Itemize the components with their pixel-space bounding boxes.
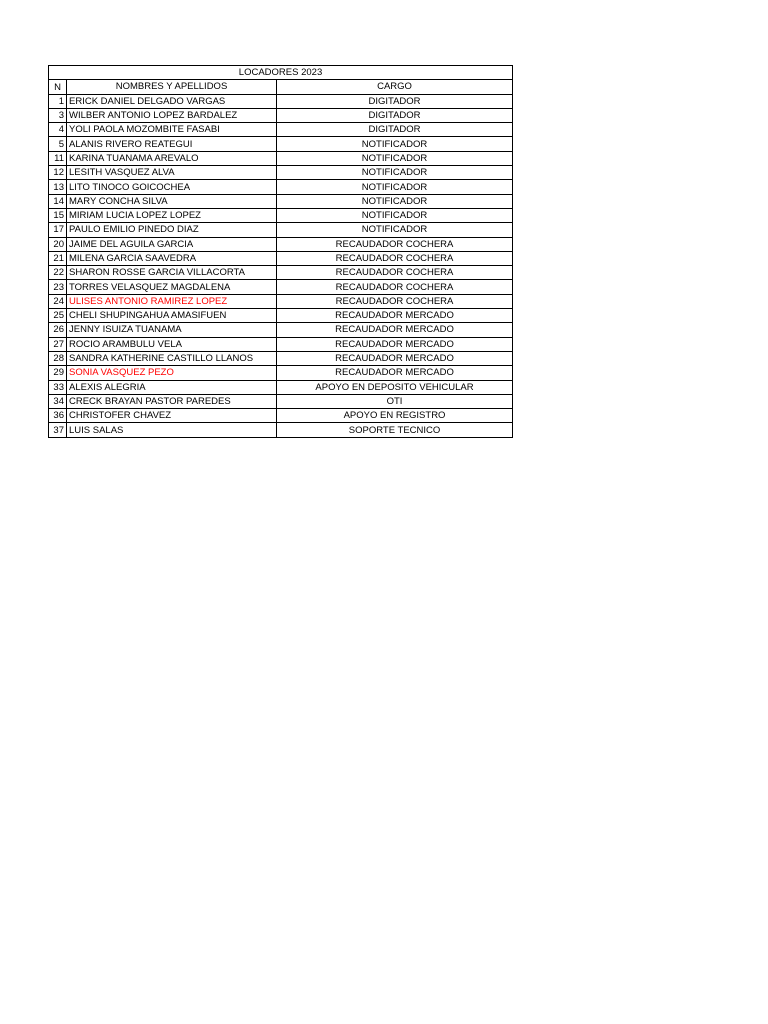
row-cargo: RECAUDADOR MERCADO [277,366,513,380]
table-row [49,423,513,437]
row-number: 25 [49,309,67,323]
row-number: 1 [49,94,67,108]
header-row [49,80,513,94]
row-cargo: NOTIFICADOR [277,137,513,151]
row-cargo: RECAUDADOR MERCADO [277,337,513,351]
row-name: JAIME DEL AGUILA GARCIA [67,237,277,251]
row-cargo: DIGITADOR [277,108,513,122]
row-number: 33 [49,380,67,394]
table-row [49,251,513,265]
table-row [49,166,513,180]
row-cargo: DIGITADOR [277,123,513,137]
table-row [49,151,513,165]
row-name: WILBER ANTONIO LOPEZ BARDALEZ [67,108,277,122]
row-number: 20 [49,237,67,251]
row-cargo: NOTIFICADOR [277,208,513,222]
title-row [49,66,513,80]
table-row [49,223,513,237]
row-name: JENNY ISUIZA TUANAMA [67,323,277,337]
column-header-cargo: CARGO [277,80,513,94]
table-body [49,94,513,437]
row-name: SONIA VASQUEZ PEZO [67,366,277,380]
table-row [49,409,513,423]
row-number: 36 [49,409,67,423]
column-header-nombres: NOMBRES Y APELLIDOS [67,80,277,94]
row-cargo: APOYO EN REGISTRO [277,409,513,423]
row-number: 13 [49,180,67,194]
row-number: 29 [49,366,67,380]
row-number: 27 [49,337,67,351]
table-row [49,237,513,251]
row-number: 5 [49,137,67,151]
row-name: YOLI PAOLA MOZOMBITE FASABI [67,123,277,137]
row-name: ALEXIS ALEGRIA [67,380,277,394]
row-cargo: RECAUDADOR COCHERA [277,266,513,280]
table-row [49,351,513,365]
row-name: LITO TINOCO GOICOCHEA [67,180,277,194]
row-number: 26 [49,323,67,337]
row-number: 28 [49,351,67,365]
row-name: ROCIO ARAMBULU VELA [67,337,277,351]
row-cargo: RECAUDADOR MERCADO [277,351,513,365]
row-name: CHELI SHUPINGAHUA AMASIFUEN [67,309,277,323]
row-cargo: RECAUDADOR MERCADO [277,323,513,337]
row-name: ULISES ANTONIO RAMIREZ LOPEZ [67,294,277,308]
row-cargo: DIGITADOR [277,94,513,108]
column-header-n: N [49,80,67,94]
table-row [49,309,513,323]
row-number: 23 [49,280,67,294]
row-cargo: RECAUDADOR COCHERA [277,280,513,294]
table-row [49,208,513,222]
row-cargo: NOTIFICADOR [277,194,513,208]
table-row [49,94,513,108]
row-name: ALANIS RIVERO REATEGUI [67,137,277,151]
row-cargo: NOTIFICADOR [277,223,513,237]
table-row [49,137,513,151]
table-row [49,294,513,308]
row-number: 21 [49,251,67,265]
table-row [49,380,513,394]
row-cargo: NOTIFICADOR [277,166,513,180]
table-title: LOCADORES 2023 [49,66,513,80]
row-cargo: SOPORTE TECNICO [277,423,513,437]
table-row [49,123,513,137]
table-row [49,108,513,122]
row-number: 24 [49,294,67,308]
row-name: TORRES VELASQUEZ MAGDALENA [67,280,277,294]
table-row [49,194,513,208]
row-name: ERICK DANIEL DELGADO VARGAS [67,94,277,108]
table-row [49,366,513,380]
row-cargo: RECAUDADOR COCHERA [277,251,513,265]
row-name: LUIS SALAS [67,423,277,437]
row-number: 12 [49,166,67,180]
row-cargo: NOTIFICADOR [277,151,513,165]
row-number: 11 [49,151,67,165]
table-row [49,323,513,337]
table-row [49,394,513,408]
row-cargo: APOYO EN DEPOSITO VEHICULAR [277,380,513,394]
row-cargo: OTI [277,394,513,408]
row-name: SANDRA KATHERINE CASTILLO LLANOS [67,351,277,365]
row-name: PAULO EMILIO PINEDO DIAZ [67,223,277,237]
locadores-table [48,65,513,438]
row-number: 37 [49,423,67,437]
row-name: CHRISTOFER CHAVEZ [67,409,277,423]
row-cargo: RECAUDADOR MERCADO [277,309,513,323]
row-name: CRECK BRAYAN PASTOR PAREDES [67,394,277,408]
row-name: MIRIAM LUCIA LOPEZ LOPEZ [67,208,277,222]
row-number: 17 [49,223,67,237]
row-number: 14 [49,194,67,208]
row-cargo: RECAUDADOR COCHERA [277,237,513,251]
row-name: SHARON ROSSE GARCIA VILLACORTA [67,266,277,280]
row-name: MILENA GARCIA SAAVEDRA [67,251,277,265]
row-cargo: RECAUDADOR COCHERA [277,294,513,308]
row-name: KARINA TUANAMA AREVALO [67,151,277,165]
row-cargo: NOTIFICADOR [277,180,513,194]
table-row [49,337,513,351]
row-name: MARY CONCHA SILVA [67,194,277,208]
table-row [49,266,513,280]
row-number: 22 [49,266,67,280]
table-row [49,180,513,194]
row-number: 34 [49,394,67,408]
table-row [49,280,513,294]
row-number: 4 [49,123,67,137]
row-number: 15 [49,208,67,222]
row-name: LESITH VASQUEZ ALVA [67,166,277,180]
row-number: 3 [49,108,67,122]
